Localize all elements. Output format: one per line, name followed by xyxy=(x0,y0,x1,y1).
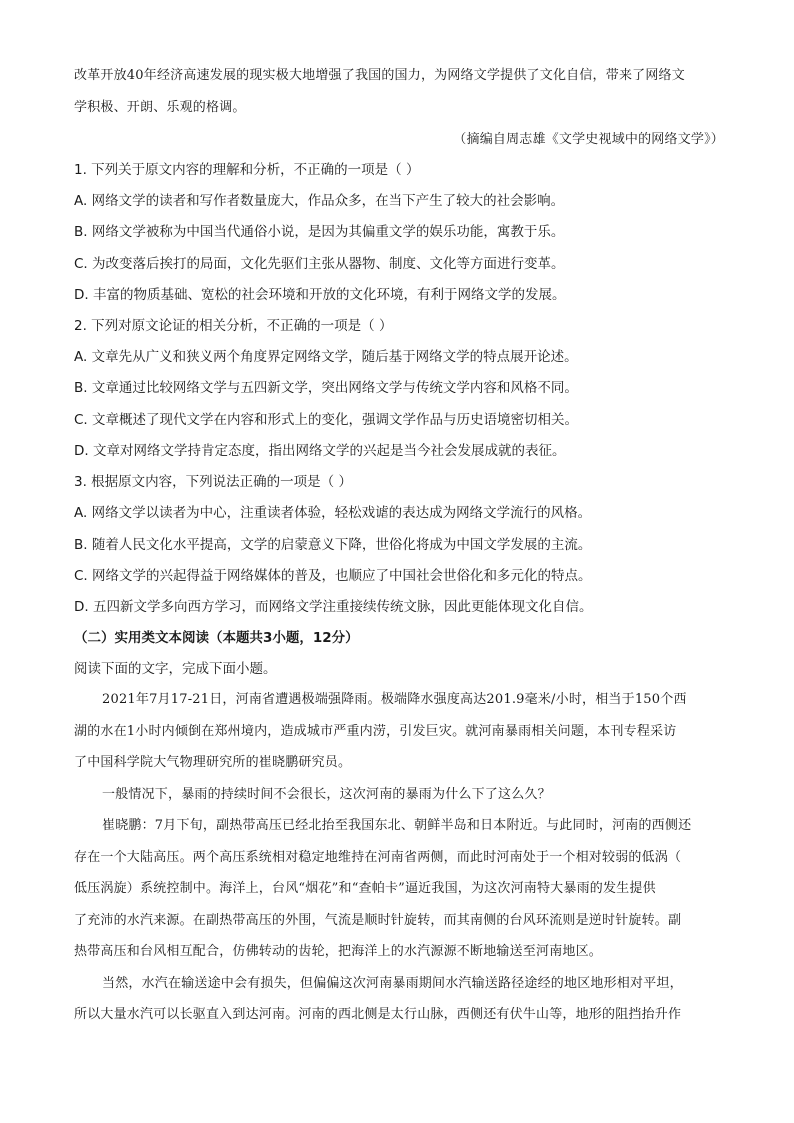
section-heading: （二）实用类文本阅读（本题共3小题，12分） xyxy=(74,630,359,646)
question-option: B. 随着人民文化水平提高，文学的启蒙意义下降，世俗化将成为中国文学发展的主流。 xyxy=(74,537,592,553)
article-text-line: 2021年7月17-21日，河南省遭遇极端强降雨。极端降水强度高达201.9毫米/小时，相当于150个西 xyxy=(102,692,687,707)
article-text-line: 低压涡旋）系统控制中。海洋上，台风“烟花”和“查帕卡”逼近我国，为这次河南特大暴雨的发生提供 xyxy=(74,881,656,896)
article-text-line: 了中国科学院大气物理研究所的崔晓鹏研究员。 xyxy=(74,755,352,770)
passage-text-line: 学积极、开朗、乐观的格调。 xyxy=(74,100,246,115)
question-option: D. 丰富的物质基础、宽松的社会环境和开放的文化环境，有利于网络文学的发展。 xyxy=(74,287,566,303)
question-option: B. 网络文学被称为中国当代通俗小说，是因为其偏重文学的娱乐功能，寓教于乐。 xyxy=(74,224,565,240)
article-text-line: 了充沛的水汽来源。在副热带高压的外围，气流是顺时针旋转，而其南侧的台风环流则是逆时针旋转。副 xyxy=(74,913,682,928)
question-option: C. 网络文学的兴起得益于网络媒体的普及，也顺应了中国社会世俗化和多元化的特点。 xyxy=(74,568,592,584)
question-option: A. 网络文学以读者为中心，注重读者体验，轻松戏谑的表达成为网络文学流行的风格。 xyxy=(74,505,592,521)
article-text-line: 当然，水汽在输送途中会有损失，但偏偏这次河南暴雨期间水汽输送路径途经的地区地形相对平坦， xyxy=(102,976,683,991)
article-text-line: 崔晓鹏：7月下旬，副热带高压已经北抬至我国东北、朝鲜半岛和日本附近。与此同时，河南的西侧还 xyxy=(102,818,692,833)
section-instruction: 阅读下面的文字，完成下面小题。 xyxy=(74,661,277,677)
article-text-line: 存在一个大陆高压。两个高压系统相对稳定地维持在河南省两侧，而此时河南处于一个相对较弱的低涡（ xyxy=(74,850,682,865)
article-text-line: 湖的水在1小时内倾倒在郑州境内，造成城市严重内涝，引发巨灾。就河南暴雨相关问题，本刊专程采访 xyxy=(74,724,677,739)
question-stem: 1. 下列关于原文内容的理解和分析，不正确的一项是（ ） xyxy=(74,162,420,178)
question-option: B. 文章通过比较网络文学与五四新文学，突出网络文学与传统文学内容和风格不同。 xyxy=(74,380,578,396)
question-option: C. 文章概述了现代文学在内容和形式上的变化，强调文学作品与历史语境密切相关。 xyxy=(74,412,579,428)
question-option: C. 为改变落后挨打的局面，文化先驱们主张从器物、制度、文化等方面进行变革。 xyxy=(74,256,565,272)
question-option: A. 文章先从广义和狭义两个角度界定网络文学，随后基于网络文学的特点展开论述。 xyxy=(74,349,578,365)
article-text-line: 一般情况下，暴雨的持续时间不会很长，这次河南的暴雨为什么下了这么久？ xyxy=(102,787,551,802)
article-text-line: 热带高压和台风相互配合，仿佛转动的齿轮，把海洋上的水汽源源不断地输送至河南地区。 xyxy=(74,944,603,959)
question-option: D. 五四新文学多向西方学习，而网络文学注重接续传统文脉，因此更能体现文化自信。 xyxy=(74,599,593,615)
article-text-line: 所以大量水汽可以长驱直入到达河南。河南的西北侧是太行山脉，西侧还有伏牛山等，地形的阻挡抬升作 xyxy=(74,1007,682,1022)
question-option: A. 网络文学的读者和写作者数量庞大，作品众多，在当下产生了较大的社会影响。 xyxy=(74,193,565,209)
question-stem: 3. 根据原文内容，下列说法正确的一项是（ ） xyxy=(74,474,352,490)
question-stem: 2. 下列对原文论证的相关分析，不正确的一项是（ ） xyxy=(74,318,393,334)
passage-text-line: 改革开放40年经济高速发展的现实极大地增强了我国的国力，为网络文学提供了文化自信，带来了网络文 xyxy=(74,68,685,83)
question-option: D. 文章对网络文学持肯定态度，指出网络文学的兴起是当今社会发展成就的表征。 xyxy=(74,443,566,459)
passage-source: （摘编自周志雄《文学史视域中的网络文学》） xyxy=(453,132,724,147)
